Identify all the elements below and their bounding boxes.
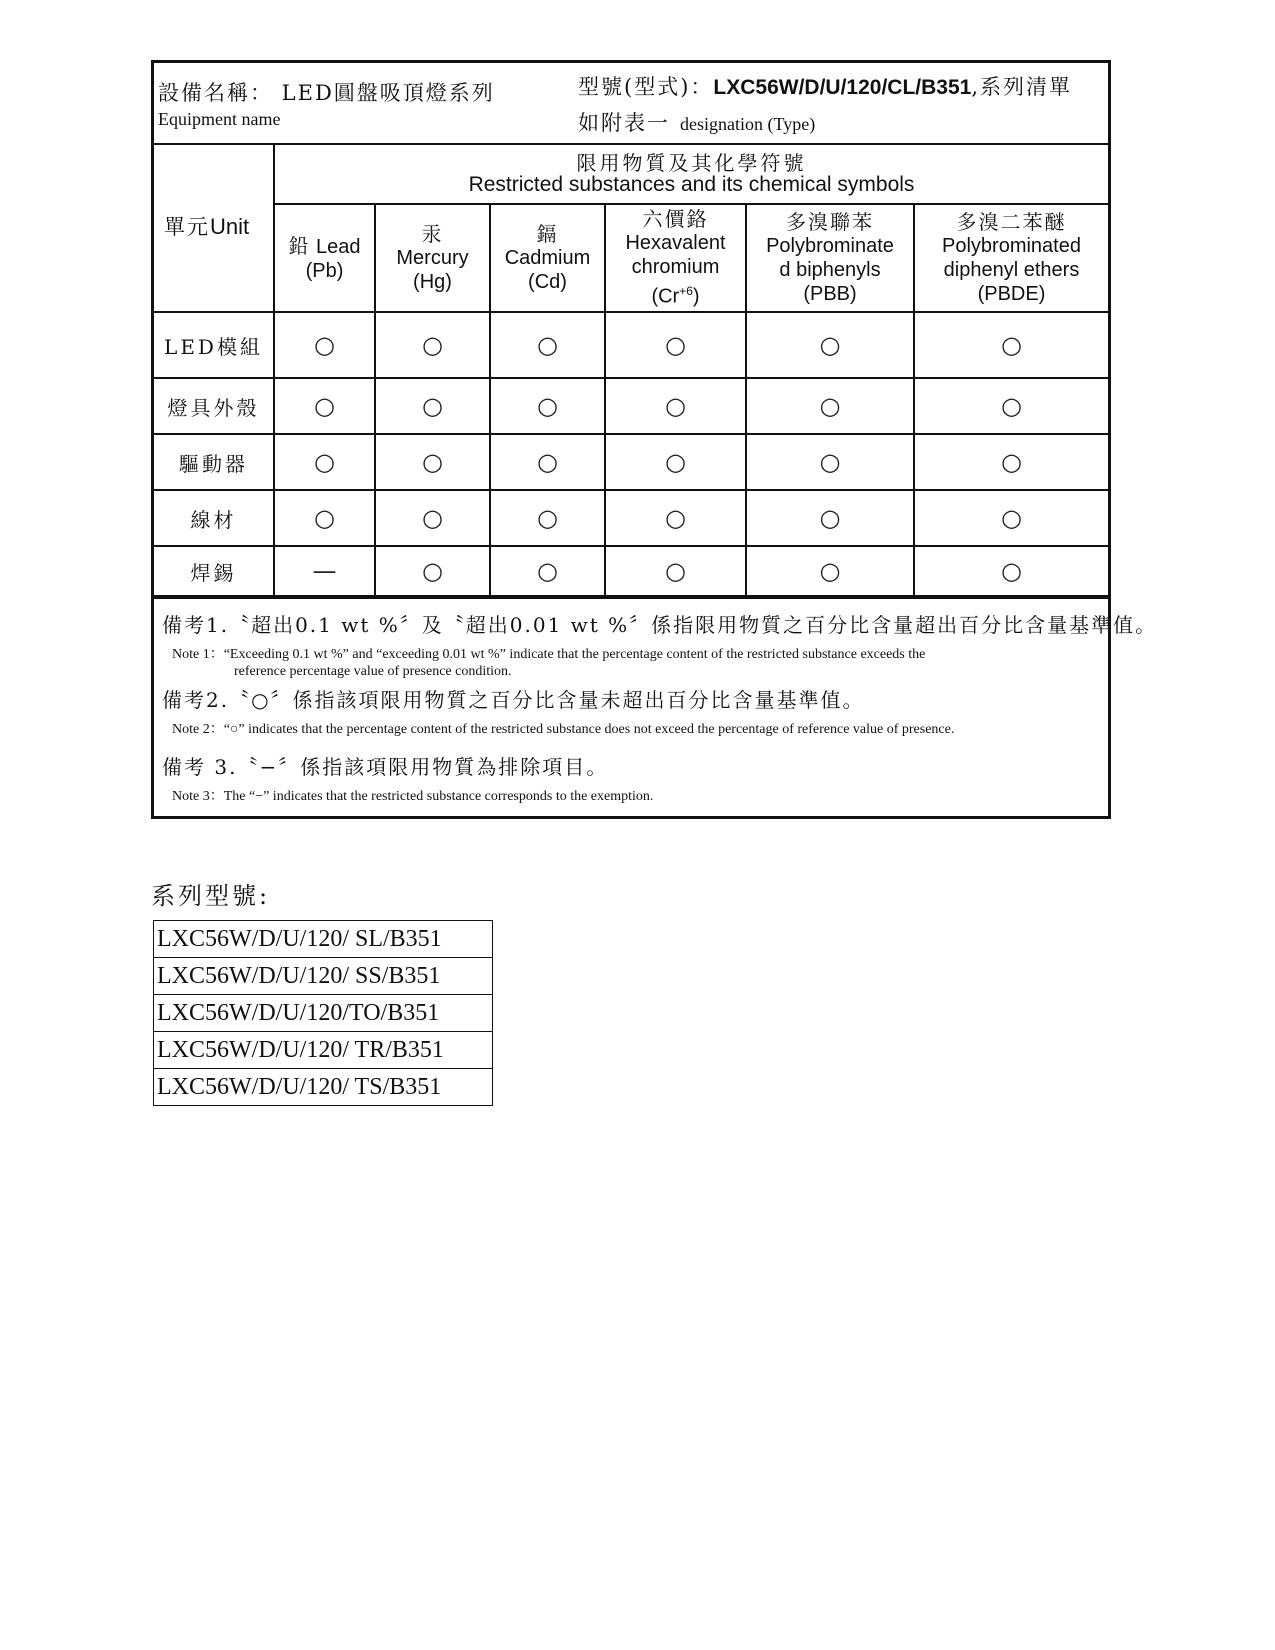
series-model: LXC56W/D/U/120/TO/B351 — [154, 995, 493, 1032]
equipment-name-en: Equipment name — [158, 109, 281, 129]
model-designation-block — [574, 63, 1108, 143]
list-item — [154, 1032, 493, 1069]
substance-lead-en: Lead — [316, 235, 361, 258]
restricted-substances-header — [274, 145, 1108, 204]
model-line2-zh: 如附表一 — [578, 111, 670, 135]
cell-mark: ○ — [914, 434, 1108, 490]
series-model: LXC56W/D/U/120/ SL/B351 — [154, 921, 493, 958]
list-item — [154, 921, 493, 958]
substance-pbb — [746, 204, 914, 312]
substance-pbb-symbol: (PBB) — [803, 283, 857, 305]
unit-label-zh: 單元 — [164, 215, 210, 239]
note3-zh: 備考 3.〝−〞係指該項限用物質為排除項目。 — [162, 755, 609, 779]
note2-zh: 備考2.〝○〞係指該項限用物質之百分比含量未超出百分比含量基準值。 — [162, 688, 865, 712]
substance-pbde-en-2: diphenyl ethers — [943, 259, 1080, 281]
row-label: 燈具外殼 — [154, 378, 274, 434]
row-label: 線材 — [154, 490, 274, 546]
model-label-en: designation (Type) — [680, 114, 816, 134]
cell-mark: ○ — [605, 546, 746, 596]
cell-mark: ○ — [746, 546, 914, 596]
cell-mark: ○ — [274, 378, 375, 434]
table-row — [154, 434, 1108, 490]
substance-cr6-en-1: Hexavalent — [625, 232, 726, 255]
equipment-name-zh: 設備名稱： LED圓盤吸頂燈系列 — [158, 81, 495, 105]
substance-lead-zh: 鉛 — [288, 233, 311, 258]
row-label: 焊錫 — [154, 546, 274, 596]
series-model: LXC56W/D/U/120/ TR/B351 — [154, 1032, 493, 1069]
substance-pbde — [914, 204, 1108, 312]
cell-mark: ○ — [375, 312, 490, 378]
list-item — [154, 995, 493, 1032]
unit-header — [154, 145, 274, 312]
cell-mark: ○ — [375, 378, 490, 434]
note3-en: Note 3：The “−” indicates that the restricted substance corresponds to the exemption. — [172, 789, 654, 804]
cell-mark: ○ — [274, 434, 375, 490]
substance-hexavalent-chromium — [605, 204, 746, 312]
substance-grid — [154, 145, 1108, 597]
model-label-zh: 型號(型式)： — [578, 75, 714, 99]
cell-mark: ○ — [914, 490, 1108, 546]
cell-mark: ○ — [490, 434, 605, 490]
substance-pbde-symbol: (PBDE) — [977, 283, 1046, 305]
equipment-header — [154, 63, 1108, 145]
cell-mark: ○ — [490, 312, 605, 378]
substance-cr6-zh: 六價鉻 — [642, 207, 709, 232]
model-value: LXC56W/D/U/120/CL/B351 — [713, 76, 972, 99]
substance-lead — [274, 204, 375, 312]
substance-mercury-symbol: (Hg) — [413, 271, 452, 293]
cell-mark: ○ — [914, 312, 1108, 378]
equipment-name-block — [154, 63, 574, 143]
series-title: 系列型號: — [151, 882, 271, 910]
cell-mark: ○ — [605, 378, 746, 434]
substance-pbde-zh: 多溴二苯醚 — [956, 210, 1067, 234]
substance-lead-symbol: (Pb) — [305, 259, 344, 282]
cell-mark: ○ — [490, 546, 605, 596]
cell-mark: ○ — [914, 546, 1108, 596]
cell-mark: ○ — [605, 434, 746, 490]
cell-mark: ○ — [490, 490, 605, 546]
table-row — [154, 378, 1108, 434]
note1-en-continued: reference percentage value of presence condition. — [234, 664, 512, 679]
model-suffix-zh: ,系列清單 — [971, 75, 1072, 99]
substance-mercury-zh: 汞 — [421, 222, 444, 246]
cell-mark: ○ — [914, 378, 1108, 434]
substance-cr6-symbol-base: (Cr — [651, 285, 680, 308]
model-line-1 — [578, 71, 1108, 101]
rohs-declaration-table — [151, 60, 1158, 819]
cell-mark: ○ — [746, 312, 914, 378]
cell-mark: ○ — [746, 434, 914, 490]
substance-cr6-close: ) — [692, 285, 700, 308]
substance-cadmium-zh: 鎘 — [536, 222, 559, 246]
note1-zh: 備考1.〝超出0.1 wt %〞及〝超出0.01 wt %〞係指限用物質之百分比含量超出百分比含量基準值。 — [162, 613, 1158, 637]
cell-mark: ○ — [274, 490, 375, 546]
model-line-2 — [578, 107, 1108, 137]
substance-cadmium-en: Cadmium — [504, 247, 591, 269]
substance-pbb-zh: 多溴聯苯 — [786, 210, 874, 234]
cell-mark: ○ — [274, 312, 375, 378]
substance-cr6-en-2: chromium — [631, 256, 720, 279]
unit-label-en: Unit — [210, 214, 250, 239]
cell-mark: ○ — [605, 312, 746, 378]
cell-mark: ○ — [746, 490, 914, 546]
cell-mark: ○ — [375, 434, 490, 490]
substance-cadmium — [490, 204, 605, 312]
substance-mercury — [375, 204, 490, 312]
substance-pbde-en-1: Polybrominated — [942, 235, 1081, 257]
cell-mark: ○ — [490, 378, 605, 434]
restricted-header-en: Restricted substances and its chemical symbols — [468, 173, 915, 196]
table-row — [154, 546, 1108, 596]
substance-cr6-symbol — [606, 279, 745, 309]
substance-mercury-en: Mercury — [396, 247, 469, 269]
restricted-header-zh: 限用物質及其化學符號 — [576, 151, 807, 175]
substance-cr6-superscript: +6 — [679, 284, 693, 299]
list-item — [154, 1069, 493, 1106]
series-model: LXC56W/D/U/120/ TS/B351 — [154, 1069, 493, 1106]
cell-mark: ○ — [375, 546, 490, 596]
notes-section — [154, 597, 1158, 816]
table-row — [154, 312, 1108, 378]
row-label: 驅動器 — [154, 434, 274, 490]
substance-pbb-en-2: d biphenyls — [779, 259, 881, 281]
substance-cadmium-symbol: (Cd) — [528, 271, 567, 293]
list-item — [154, 958, 493, 995]
series-model-list — [153, 920, 493, 1106]
note1-en: Note 1：“Exceeding 0.1 wt %” and “exceeding 0.01 wt %” indicate that the percentage content of the restricted substance exceeds the — [172, 647, 926, 662]
cell-mark: ○ — [605, 490, 746, 546]
cell-mark: ○ — [375, 490, 490, 546]
series-model: LXC56W/D/U/120/ SS/B351 — [154, 958, 493, 995]
row-label: LED模組 — [154, 312, 274, 378]
note2-en: Note 2：“○” indicates that the percentage content of the restricted substance does not exceed the percentage of reference value of presence. — [172, 722, 955, 737]
substance-pbb-en-1: Polybrominate — [766, 235, 894, 257]
cell-mark: ○ — [746, 378, 914, 434]
table-row — [154, 490, 1108, 546]
cell-mark: — — [274, 546, 375, 596]
